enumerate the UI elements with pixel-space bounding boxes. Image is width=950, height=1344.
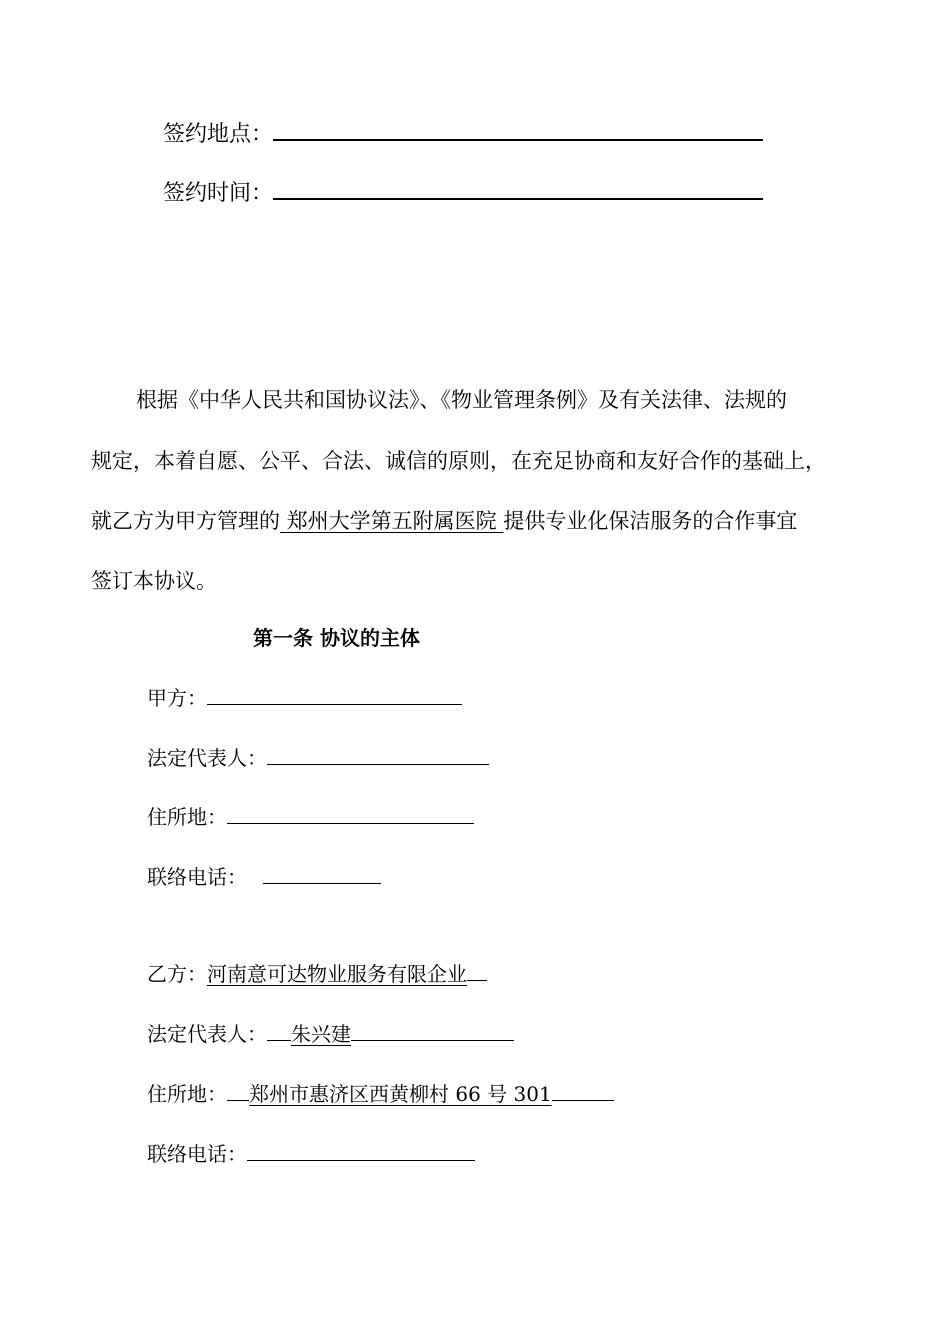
signing-place-row	[163, 124, 763, 146]
party-a-address-blank[interactable]	[227, 822, 474, 824]
hospital-name: 郑州大学第五附属医院	[280, 509, 504, 533]
party-b-name-value: 河南意可达物业服务有限企业	[207, 962, 467, 986]
party-a-rep-row	[147, 748, 489, 768]
party-b-name-row	[147, 964, 487, 984]
party-b-address-row	[147, 1084, 614, 1104]
signing-time-blank[interactable]	[273, 197, 763, 200]
signing-time-label: 签约时间：	[163, 181, 274, 206]
party-b-name-underline-tail	[467, 979, 487, 981]
preamble-line-3-suffix: 提供专业化保洁服务的合作事宜	[503, 509, 798, 533]
party-b-rep-row	[147, 1024, 514, 1044]
preamble-line-4: 签订本协议。	[91, 569, 217, 593]
section-1-heading: 第一条 协议的主体	[253, 626, 420, 650]
party-b-address-label: 住所地：	[147, 1082, 227, 1106]
preamble-line-2: 规定，本着自愿、公平、合法、诚信的原则，在充足协商和友好合作的基础上，	[91, 449, 826, 473]
party-b-rep-underline-lead	[267, 1039, 291, 1041]
party-b-phone-blank[interactable]	[247, 1159, 475, 1161]
party-a-name-row	[147, 688, 462, 708]
party-b-rep-label: 法定代表人：	[147, 1022, 267, 1046]
party-b-name-label: 乙方：	[147, 962, 207, 986]
party-b-address-underline-tail	[552, 1099, 614, 1101]
preamble-line-3-prefix: 就乙方为甲方管理的	[91, 509, 280, 533]
party-b-address-value: 郑州市惠济区西黄柳村 66 号 301	[249, 1082, 552, 1106]
party-b-rep-value: 朱兴建	[291, 1022, 351, 1046]
party-b-phone-label: 联络电话：	[147, 1142, 247, 1166]
party-a-phone-blank[interactable]	[263, 882, 381, 884]
party-b-phone-row	[147, 1144, 475, 1164]
preamble-line-3	[91, 511, 797, 532]
signing-time-row	[163, 183, 763, 205]
party-a-name-blank[interactable]	[207, 703, 462, 705]
party-a-name-label: 甲方：	[147, 686, 207, 710]
party-a-rep-blank[interactable]	[267, 763, 489, 765]
party-a-rep-label: 法定代表人：	[147, 746, 267, 770]
party-a-address-row	[147, 807, 474, 827]
signing-place-blank[interactable]	[273, 138, 763, 141]
signing-place-label: 签约地点：	[163, 122, 274, 147]
party-a-phone-row	[147, 867, 381, 887]
party-a-address-label: 住所地：	[147, 805, 227, 829]
party-a-phone-label: 联络电话：	[147, 865, 247, 889]
preamble-line-1: 根据《中华人民共和国协议法》、《物业管理条例》及有关法律、法规的	[136, 388, 787, 412]
party-b-address-underline-lead	[227, 1099, 249, 1101]
party-b-rep-underline-tail	[351, 1039, 514, 1041]
